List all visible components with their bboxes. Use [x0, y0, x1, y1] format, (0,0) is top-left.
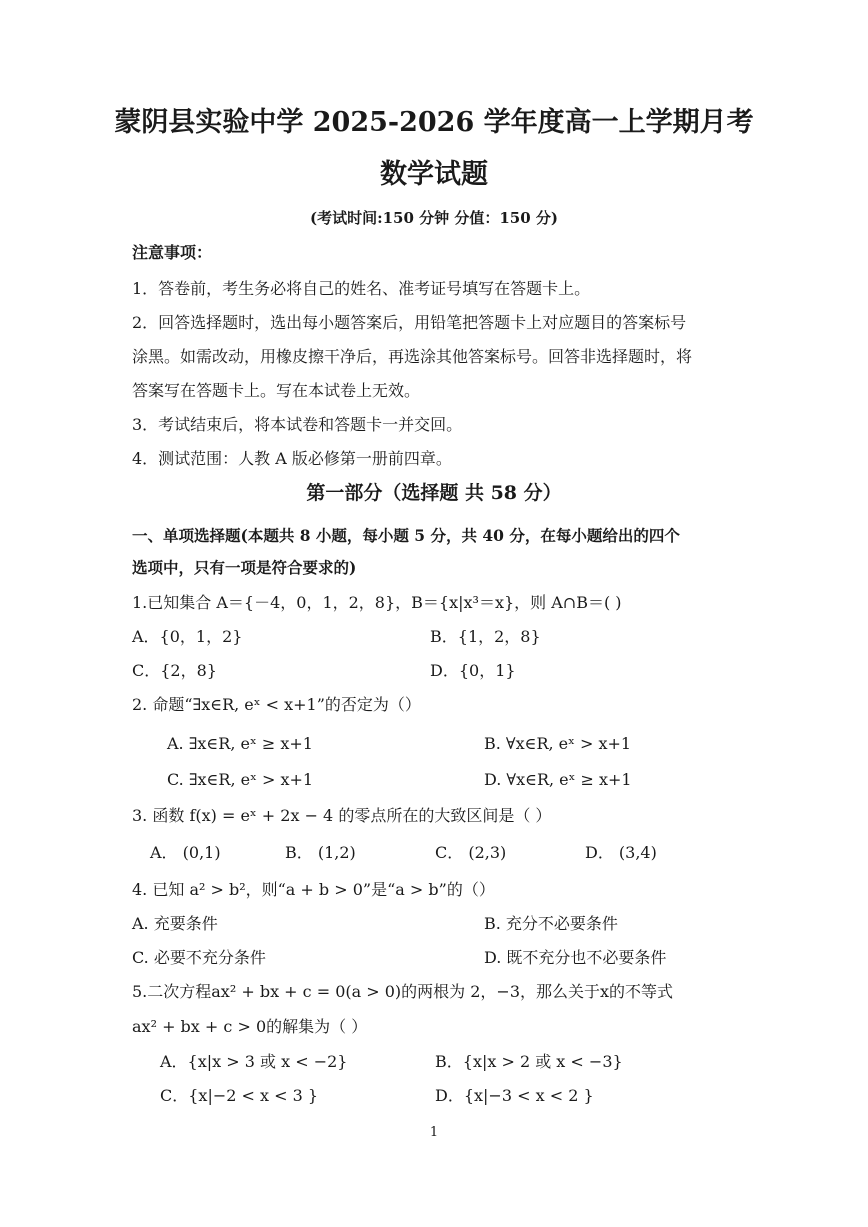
notice-heading: 注意事项： — [132, 243, 213, 262]
question-5-option-b: B．{x|x > 2 或 x < −3} — [435, 1052, 623, 1071]
question-1-stem: 1.已知集合 A＝{－4，0，1，2，8}，B＝{x|x³＝x}，则 A∩B＝( ) — [132, 593, 622, 612]
question-3-option-b: B． (1,2) — [285, 843, 356, 862]
notice-item: 4．测试范围：人教 A 版必修第一册前四章。 — [132, 449, 452, 468]
part-heading: 第一部分（选择题 共 58 分） — [306, 482, 562, 504]
question-1-option-b: B．{1，2，8} — [430, 627, 541, 646]
question-1-option-a: A．{0，1，2} — [132, 627, 243, 646]
question-1-option-c: C．{2，8} — [132, 661, 217, 680]
question-3-option-d: D． (3,4) — [585, 843, 657, 862]
question-4-option-b: B. 充分不必要条件 — [484, 914, 618, 933]
question-4-option-c: C. 必要不充分条件 — [132, 948, 266, 967]
question-3-option-a: A． (0,1) — [150, 843, 221, 862]
question-5-option-a: A．{x|x > 3 或 x < −2} — [160, 1052, 348, 1071]
question-2-option-d: D. ∀x∈R, eˣ ≥ x+1 — [484, 770, 632, 789]
question-5-option-c: C．{x|−2 < x < 3 } — [160, 1086, 319, 1105]
question-3-stem: 3. 函数 f(x) = eˣ + 2x − 4 的零点所在的大致区间是（ ） — [132, 806, 552, 825]
question-3-option-c: C． (2,3) — [435, 843, 507, 862]
section-heading: 一、单项选择题(本题共 8 小题，每小题 5 分，共 40 分，在每小题给出的四个 — [132, 526, 680, 545]
exam-subject-title: 数学试题 — [380, 159, 488, 190]
question-4-option-a: A. 充要条件 — [132, 914, 218, 933]
question-4-stem: 4. 已知 a² > b²，则“a + b > 0”是“a > b”的（） — [132, 880, 495, 899]
question-5-stem-cont: ax² + bx + c > 0的解集为（ ） — [132, 1017, 368, 1036]
notice-item: 3．考试结束后，将本试卷和答题卡一并交回。 — [132, 415, 463, 434]
question-1-option-d: D．{0，1} — [430, 661, 516, 680]
notice-item: 答案写在答题卡上。写在本试卷上无效。 — [132, 381, 421, 400]
section-heading-cont: 选项中，只有一项是符合要求的) — [132, 558, 357, 577]
notice-item: 1．答卷前，考生务必将自己的姓名、准考证号填写在答题卡上。 — [132, 279, 591, 298]
exam-time-score: (考试时间:150 分钟 分值：150 分) — [309, 209, 559, 227]
notice-item: 2．回答选择题时，选出每小题答案后，用铅笔把答题卡上对应题目的答案标号 — [132, 313, 687, 332]
question-2-option-c: C. ∃x∈R, eˣ > x+1 — [167, 770, 314, 789]
question-2-stem: 2. 命题“∃x∈R, eˣ < x+1”的否定为（） — [132, 695, 421, 714]
notice-item: 涂黑。如需改动，用橡皮擦干净后，再选涂其他答案标号。回答非选择题时，将 — [132, 347, 693, 366]
question-5-stem: 5.二次方程ax² + bx + c = 0(a > 0)的两根为 2，−3，那么关于x的不等式 — [132, 982, 674, 1001]
question-5-option-d: D．{x|−3 < x < 2 } — [435, 1086, 594, 1105]
question-2-option-b: B. ∀x∈R, eˣ > x+1 — [484, 734, 632, 753]
page-number: 1 — [429, 1125, 439, 1140]
question-4-option-d: D. 既不充分也不必要条件 — [484, 948, 667, 967]
exam-title: 蒙阴县实验中学 2025-2026 学年度高一上学期月考 — [114, 107, 754, 138]
question-2-option-a: A. ∃x∈R, eˣ ≥ x+1 — [167, 734, 313, 753]
